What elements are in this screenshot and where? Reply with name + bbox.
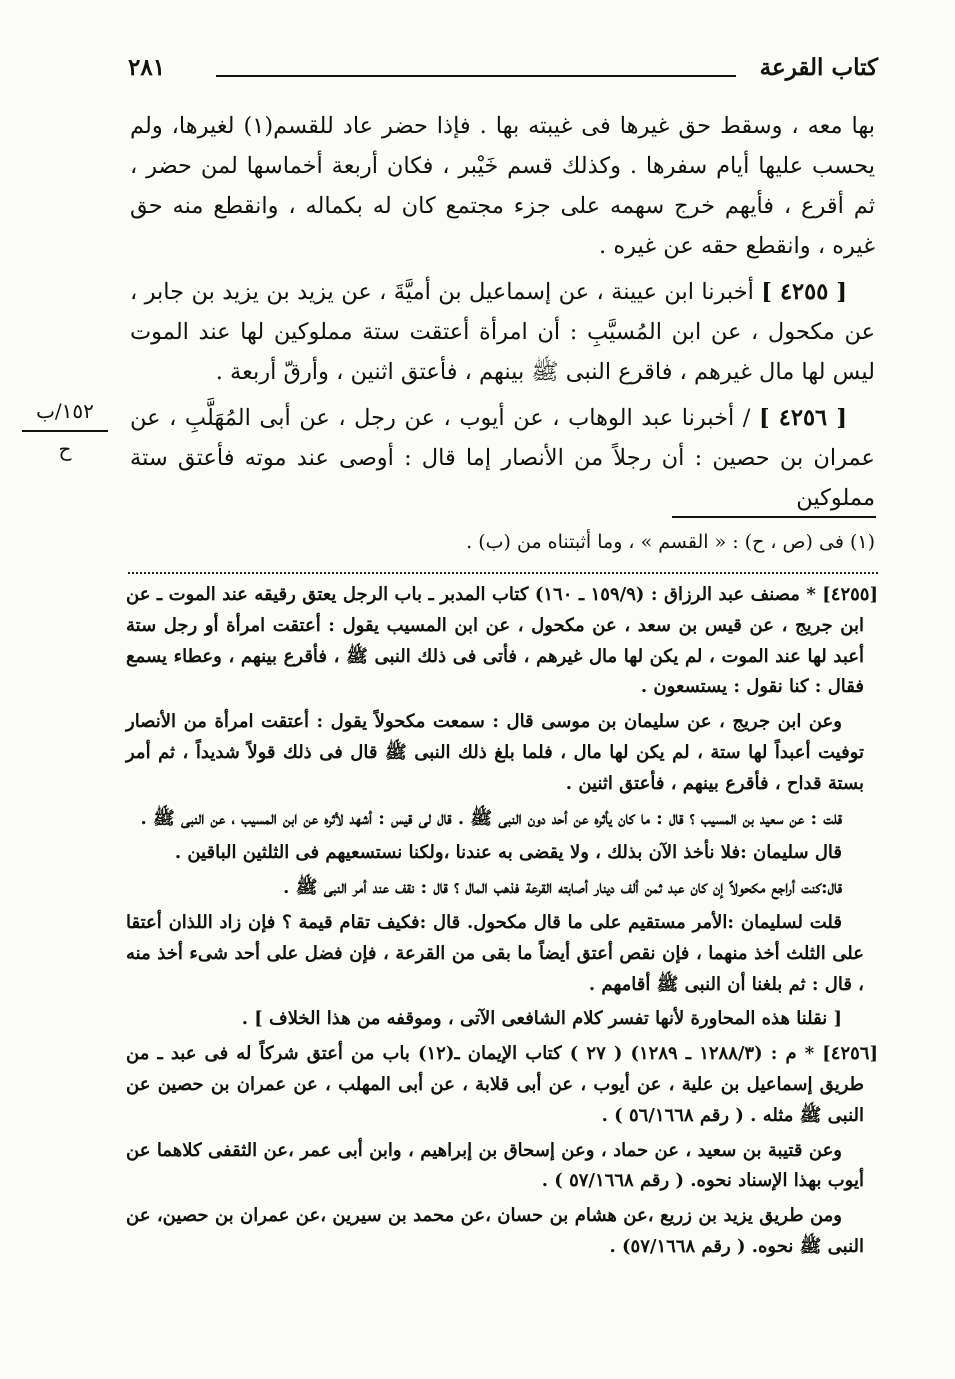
- footnote: (١) فى (ص ، ح) : « القسم » ، وما أثبتناه من (ب) .: [466, 531, 875, 553]
- hadith-text: / أخبرنا عبد الوهاب ، عن أيوب ، عن رجل ، عن أبى المُهَلَّبِ ، عن عمران بن حصين : أن رجلاً من الأنصار إما قال : أوصى عند موته فأعتق ستة مملوكين: [130, 405, 875, 511]
- header-rule: [216, 75, 736, 77]
- running-header: [128, 54, 878, 98]
- notes-divider: [128, 572, 878, 574]
- note-paragraph: قلت لسليمان :الأمر مستقيم على ما قال مكحول. قال :فكيف تقام قيمة ؟ فإن زاد اللذان أعتقا على الثلث أخذ منهما ، فإن نقص أعتق أيضاً ما بقى من القرعة ، فإن فضل على أحد شىء أخذ منه ، قال : ثم بلغنا أن النبى ﷺ أقامهم .: [126, 911, 864, 995]
- note-4256: [٤٢٥٦] * م : (١٢٨٨/٣ ـ ١٢٨٩) ( ٢٧ ) كتاب الإيمان ـ(١٢) باب من أعتق شركاً له فى عبد ـ من طريق إسماعيل بن علية ، عن أيوب ، عن أبى قلابة ، عن أبى المهلب ، عن عمران بن حصين عن النبى ﷺ مثله . ( رقم ٥٦/١٦٦٨ ) .: [126, 1043, 878, 1126]
- note-paragraph: قال سليمان :فلا نأخذ الآن بذلك ، ولا يقضى به عندنا ،ولكنا نستسعيهم فى الثلثين الباقين .: [174, 842, 842, 864]
- footnote-rule: [672, 516, 876, 518]
- takhrij-notes: [126, 580, 878, 1267]
- note-paragraph: ومن طريق يزيد بن زريع ،عن هشام بن حسان ،عن محمد بن سيرين ،عن عمران بن حصين، عن النبى ﷺ نحوه. ( رقم ٥٧/١٦٦٨) .: [126, 1205, 864, 1257]
- margin-note: [22, 394, 108, 466]
- note-paragraph: قلت : عن سعيد بن المسيب ؟ قال : ما كان يأثره عن أحد دون النبى ﷺ . قال لى قيس : أشهد لأثره عن ابن المسيب ، عن النبى ﷺ .: [140, 807, 842, 829]
- hadith-text: أخبرنا ابن عيينة ، عن إسماعيل بن أميَّةَ ، عن يزيد بن يزيد بن جابر ، عن مكحول ، عن ابن المُسيَّبِ : أن امرأة أعتقت ستة مملوكين لها عند الموت ليس لها مال غيرهم ، فاقرع النبى ﷺ بينهم ، فأعتق اثنين ، وأرقّ أربعة .: [130, 279, 875, 385]
- chapter-title: كتاب القرعة: [759, 54, 878, 81]
- manuscript-siglum: ح: [58, 437, 72, 461]
- hadith-number: [ ٤٢٥٦ ]: [758, 405, 847, 431]
- main-text: [130, 106, 875, 524]
- hadith-4256: [130, 398, 875, 518]
- paragraph-continuation: بها معه ، وسقط حق غيرها فى غيبته بها . فإذا حضر عاد للقسم(١) لغيرها، ولم يحسب عليها أيام سفرها . وكذلك قسم خَيْبر ، فكان أربعة أخماسها لمن حضر ، ثم أقرع ، فأيهم خرج سهمه على جزء مجتمع كان له بكماله ، وانقطع منه حق غيره ، وانقطع حقه عن غيره .: [130, 113, 875, 259]
- note-paragraph: وعن قتيبة بن سعيد ، عن حماد ، وعن إسحاق بن إبراهيم ، وابن أبى عمر ،عن الثقفى كلاهما عن أيوب بهذا الإسناد نحوه. ( رقم ٥٧/١٦٦٨ ) .: [126, 1139, 864, 1192]
- folio-marker: ١٥٢/ب: [22, 394, 108, 432]
- hadith-number: [ ٤٢٥٥ ]: [761, 279, 848, 305]
- note-paragraph: وعن ابن جريج ، عن سليمان بن موسى قال : سمعت مكحولاً يقول : أعتقت امرأة من الأنصار توفيت أعبداً لها ستة ، لم يكن لها مال ، فلما بلغ ذلك النبى ﷺ قال فى ذلك قولاً شديداً ، ثم أمر بستة قداح ، فأقرع بينهم ، فأعتق اثنين .: [126, 711, 864, 794]
- hadith-4255: [130, 272, 875, 392]
- note-paragraph: قال:كنت أراجع مكحولاً إن كان عبد ثمن ألف دينار أصابته القرعة فذهب المال ؟ قال : نقف عند أمر النبى ﷺ .: [283, 877, 842, 899]
- page-number: ٢٨١: [128, 54, 166, 81]
- note-paragraph: [ نقلنا هذه المحاورة لأنها تفسر كلام الشافعى الآتى ، وموقفه من هذا الخلاف ] .: [241, 1008, 842, 1030]
- note-4255: [٤٢٥٥] * مصنف عبد الرزاق : (١٥٩/٩ ـ ١٦٠) كتاب المدبر ـ باب الرجل يعتق رقيقه عند الموت ـ عن ابن جريج ، عن قيس بن سعد ، عن مكحول ، عن ابن المسيب يقول : أعتقت امرأة أو رجل ستة أعبد لها عند الموت ، لم يكن لها مال غيرهم ، فأتى فى ذلك النبى ﷺ ، فأقرع بينهم ، وعطاء يسمع فقال : كنا نقول : يستسعون .: [126, 584, 878, 698]
